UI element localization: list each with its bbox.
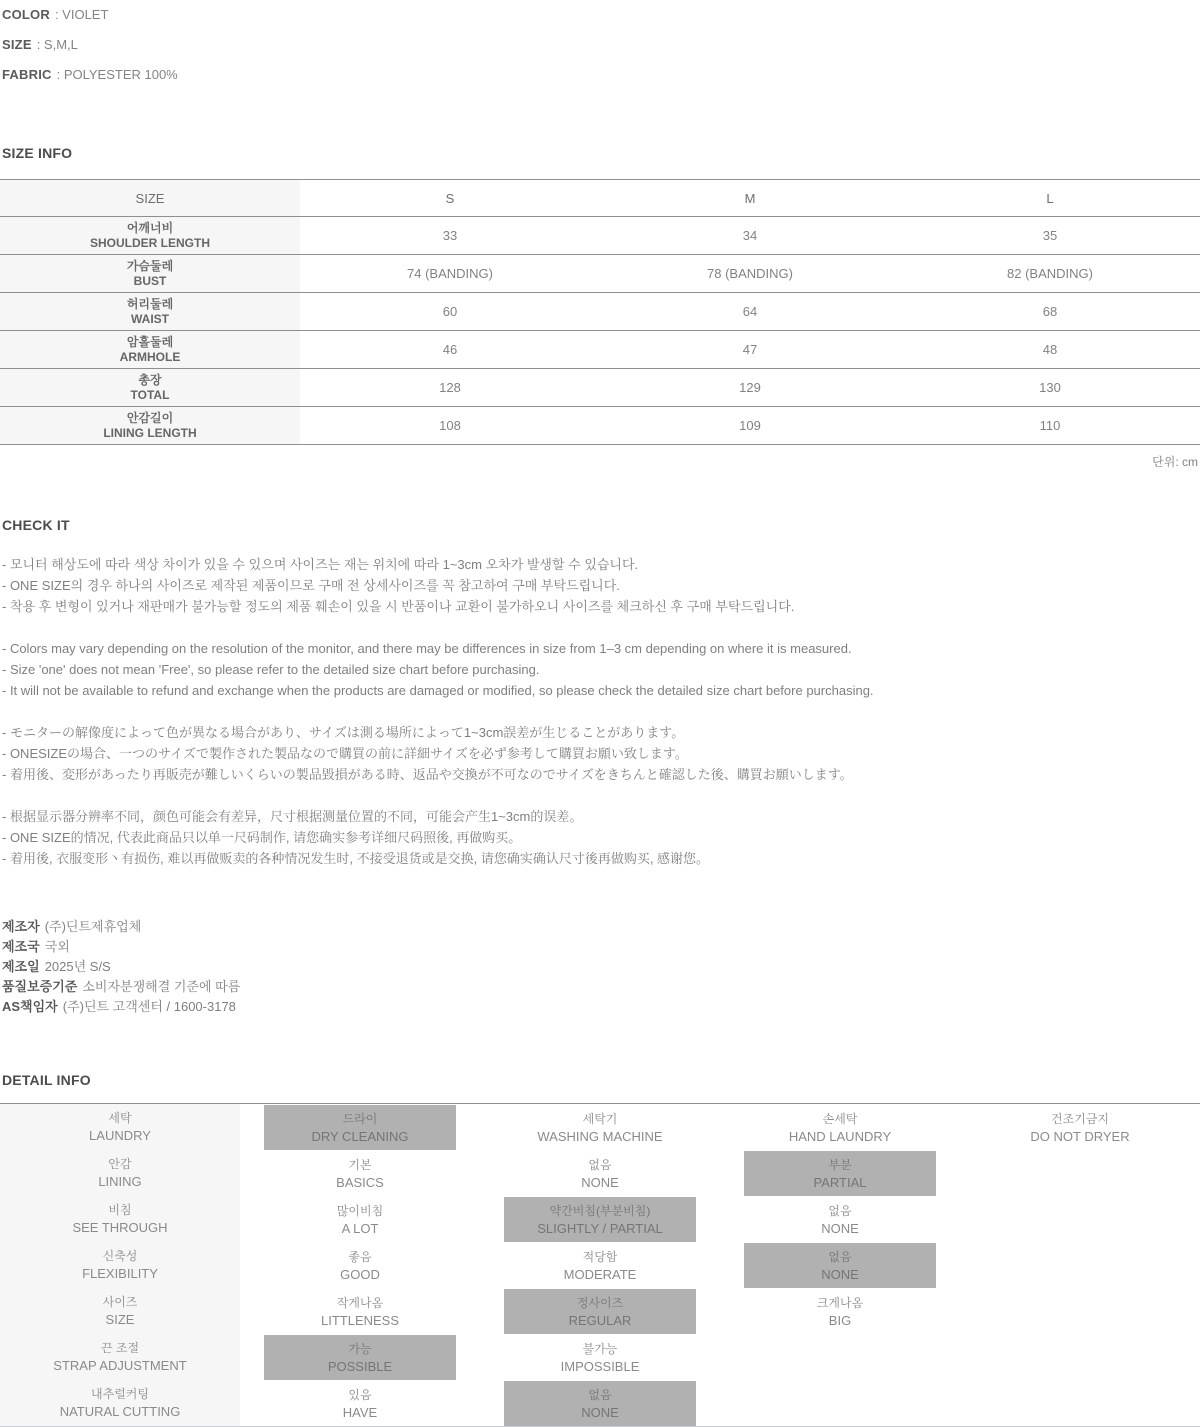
note-line: - 모니터 해상도에 따라 색상 차이가 있을 수 있으며 사이즈는 재는 위치에 따라 1~3cm 오차가 발생할 수 있습니다. <box>2 557 639 572</box>
size-value: 128 <box>439 380 461 395</box>
detail-row-label <box>0 1242 240 1288</box>
detail-option-ko: 작게나옴 <box>336 1295 384 1310</box>
size-value-cell <box>300 293 600 330</box>
size-row-label <box>0 331 300 368</box>
note-line: - ONESIZEの場合、一つのサイズで製作された製品なので購買の前に詳細サイズを必ず参考して購買お願い致します。 <box>2 746 688 761</box>
manufacturer-value: (주)딘트제휴업체 <box>44 919 142 934</box>
manufacturer-line <box>2 977 1200 997</box>
size-row-label-ko: 어깨너비 <box>126 220 174 235</box>
size-row-label <box>0 369 300 406</box>
manufacturer-value: 국외 <box>44 939 70 954</box>
size-column-header <box>600 180 900 216</box>
detail-option-cell <box>240 1150 480 1196</box>
detail-option-en: REGULAR <box>568 1312 632 1328</box>
size-value-cell <box>300 217 600 254</box>
detail-option-en: NONE <box>581 1404 619 1420</box>
detail-option <box>264 1289 456 1334</box>
detail-row-label-ko: 끈 조절 <box>100 1341 140 1355</box>
note-line: - モニターの解像度によって色が異なる場合があり、サイズは測る場所によって1~3cm誤差が生じることがあります。 <box>2 725 685 740</box>
detail-option-selected <box>264 1335 456 1380</box>
detail-option-ko: 부분 <box>828 1157 852 1172</box>
size-row-label <box>0 217 300 254</box>
note-group-japanese <box>0 722 1200 785</box>
size-table-row <box>0 407 1200 445</box>
note-group-chinese <box>0 806 1200 869</box>
detail-option-cell <box>720 1380 960 1426</box>
detail-option-cell <box>240 1242 480 1288</box>
spec-value: : POLYESTER 100% <box>56 67 178 82</box>
detail-option-ko: 정사이즈 <box>576 1295 624 1310</box>
size-value: 60 <box>442 304 458 319</box>
detail-option-cell <box>480 1242 720 1288</box>
detail-row-label-ko: 사이즈 <box>102 1295 138 1309</box>
detail-option-cell <box>480 1334 720 1380</box>
detail-option-en: BIG <box>828 1312 852 1328</box>
detail-row-label-en: SIZE <box>105 1312 135 1327</box>
detail-option-en: GOOD <box>340 1266 380 1282</box>
detail-option-selected <box>504 1289 696 1334</box>
size-value: 64 <box>742 304 758 319</box>
detail-option <box>264 1197 456 1242</box>
detail-option-en: HAND LAUNDRY <box>788 1128 892 1144</box>
size-value-cell <box>300 255 600 292</box>
spec-value: : S,M,L <box>36 37 78 52</box>
detail-row-label-ko: 안감 <box>108 1157 132 1171</box>
size-value-cell <box>300 369 600 406</box>
manufacturer-line <box>2 957 1200 977</box>
note-group-english <box>0 638 1200 701</box>
size-value: 78 (BANDING) <box>707 266 793 281</box>
manufacturer-line <box>2 917 1200 937</box>
size-row-label-en: LINING LENGTH <box>103 425 197 440</box>
detail-option <box>264 1381 456 1426</box>
detail-row-label <box>0 1196 240 1242</box>
detail-row-label-en: FLEXIBILITY <box>82 1266 158 1281</box>
detail-option-ko: 있음 <box>348 1387 372 1402</box>
detail-option-selected <box>744 1243 936 1288</box>
detail-option-cell <box>960 1150 1200 1196</box>
size-value-cell <box>600 331 900 368</box>
size-column-header-label: SIZE <box>135 190 165 206</box>
detail-option-ko: 손세탁 <box>822 1111 858 1126</box>
detail-row-label-ko: 신축성 <box>102 1249 138 1263</box>
spec-line <box>2 7 1200 37</box>
size-row-label-ko: 암홀둘레 <box>126 334 174 349</box>
size-value: 47 <box>742 342 758 357</box>
size-value-cell <box>600 407 900 444</box>
detail-option-cell <box>720 1334 960 1380</box>
manufacturer-label: 제조자 <box>2 919 40 934</box>
size-value-cell <box>600 217 900 254</box>
size-column-header-label: S <box>445 190 455 206</box>
detail-option-en: DRY CLEANING <box>311 1128 409 1144</box>
detail-row <box>0 1242 1200 1288</box>
detail-option-cell <box>960 1380 1200 1426</box>
detail-option <box>744 1197 936 1242</box>
size-value: 33 <box>442 228 458 243</box>
size-value-cell <box>900 407 1200 444</box>
size-table-row <box>0 255 1200 293</box>
detail-row-label-en: SEE THROUGH <box>72 1220 168 1235</box>
size-column-header <box>300 180 600 216</box>
size-table-row <box>0 331 1200 369</box>
size-row-label <box>0 293 300 330</box>
detail-option-ko: 기본 <box>348 1157 372 1172</box>
detail-row <box>0 1104 1200 1150</box>
note-line: - Size 'one' does not mean 'Free', so please refer to the detailed size chart before purchasing. <box>2 662 540 677</box>
detail-option-ko: 세탁기 <box>582 1111 618 1126</box>
size-value-cell <box>600 255 900 292</box>
size-value: 82 (BANDING) <box>1007 266 1093 281</box>
manufacturer-line <box>2 997 1200 1017</box>
detail-option-ko: 없음 <box>588 1387 612 1402</box>
size-value-cell <box>600 293 900 330</box>
detail-row-label-en: LAUNDRY <box>89 1128 151 1143</box>
detail-option-en: MODERATE <box>563 1266 637 1282</box>
detail-option-en: HAVE <box>342 1404 378 1420</box>
size-row-label-ko: 가슴둘레 <box>126 258 174 273</box>
product-specs <box>0 0 1200 97</box>
detail-option <box>504 1243 696 1288</box>
detail-option-cell <box>480 1196 720 1242</box>
detail-option-ko: 크게나옴 <box>816 1295 864 1310</box>
detail-row-label-ko: 비침 <box>108 1203 132 1217</box>
detail-option-cell <box>960 1288 1200 1334</box>
detail-option-cell <box>960 1334 1200 1380</box>
detail-row-label-ko: 내추럴커팅 <box>91 1387 149 1401</box>
size-row-label <box>0 255 300 292</box>
size-value: 109 <box>739 418 761 433</box>
detail-row-label <box>0 1150 240 1196</box>
note-line: - It will not be available to refund and exchange when the products are damaged or modified, so please check the detailed size chart before purchasing. <box>2 683 874 698</box>
size-value-cell <box>600 369 900 406</box>
detail-option-en: NONE <box>581 1174 619 1190</box>
detail-option-ko: 없음 <box>828 1249 852 1264</box>
size-row-label-ko: 허리둘레 <box>126 296 174 311</box>
detail-option-selected <box>744 1151 936 1196</box>
manufacturer-label: 제조일 <box>2 959 40 974</box>
note-line: - ONE SIZE的情况, 代表此商品只以单一尺码制作, 请您确实参考详细尺码照後, 再做购买。 <box>2 830 522 845</box>
spec-value: : VIOLET <box>54 7 109 22</box>
manufacturer-info <box>0 917 1200 1017</box>
manufacturer-value: 2025년 S/S <box>44 959 111 974</box>
size-row-label <box>0 407 300 444</box>
detail-option-cell <box>960 1196 1200 1242</box>
manufacturer-value: (주)딘트 고객센터 / 1600-3178 <box>62 999 236 1014</box>
detail-option-cell <box>240 1104 480 1150</box>
check-it-heading: CHECK IT <box>2 517 70 533</box>
size-table <box>0 179 1200 445</box>
detail-option-ko: 없음 <box>828 1203 852 1218</box>
detail-option-cell <box>240 1196 480 1242</box>
manufacturer-label: AS책임자 <box>2 999 58 1014</box>
detail-option-en: A LOT <box>341 1220 379 1236</box>
detail-row <box>0 1150 1200 1196</box>
size-value-cell <box>900 331 1200 368</box>
size-column-header <box>900 180 1200 216</box>
detail-option-cell <box>720 1196 960 1242</box>
detail-option-en: DO NOT DRYER <box>1030 1128 1130 1144</box>
size-column-header-label: L <box>1046 190 1054 206</box>
size-value-cell <box>300 331 600 368</box>
size-table-header-row <box>0 180 1200 217</box>
detail-info-heading: DETAIL INFO <box>2 1072 91 1088</box>
size-value: 110 <box>1039 418 1061 433</box>
size-row-label-en: SHOULDER LENGTH <box>90 235 210 250</box>
size-row-label-ko: 안감길이 <box>126 410 174 425</box>
detail-option <box>504 1105 696 1150</box>
size-value: 46 <box>442 342 458 357</box>
detail-option-ko: 건조기금지 <box>1051 1111 1109 1126</box>
size-row-label-ko: 총장 <box>138 372 162 387</box>
size-value: 108 <box>439 418 461 433</box>
size-column-header <box>0 180 300 216</box>
detail-option-en: POSSIBLE <box>327 1358 393 1374</box>
detail-option-cell <box>960 1242 1200 1288</box>
manufacturer-line <box>2 937 1200 957</box>
size-value: 34 <box>742 228 758 243</box>
detail-option-ko: 불가능 <box>582 1341 618 1356</box>
detail-option-cell <box>480 1380 720 1426</box>
detail-option-en: NONE <box>821 1266 859 1282</box>
unit-note: 단위: cm <box>1152 455 1198 469</box>
detail-option-cell <box>720 1288 960 1334</box>
detail-row-label-en: STRAP ADJUSTMENT <box>53 1358 187 1373</box>
detail-row <box>0 1196 1200 1242</box>
note-line: - Colors may vary depending on the resolution of the monitor, and there may be differences in size from 1–3 cm depending on where it is measured. <box>2 641 852 656</box>
detail-option-selected <box>264 1105 456 1150</box>
detail-option-en: PARTIAL <box>813 1174 867 1190</box>
manufacturer-value: 소비자분쟁해결 기준에 따름 <box>82 979 241 994</box>
spec-label: SIZE <box>2 37 32 52</box>
detail-option-selected <box>504 1381 696 1426</box>
detail-option-cell <box>480 1288 720 1334</box>
size-column-header-label: M <box>744 190 756 206</box>
size-value: 48 <box>1042 342 1058 357</box>
size-table-row <box>0 369 1200 407</box>
note-line: - 着用後、変形があったり再販売が難しいくらいの製品毀損がある時、返品や交換が不可なのでサイズをきちんと確認した後、購買お願いします。 <box>2 767 853 782</box>
size-value: 129 <box>739 380 761 395</box>
detail-option <box>504 1151 696 1196</box>
note-line: - 착용 후 변형이 있거나 재판매가 불가능할 정도의 제품 훼손이 있을 시 반품이나 교환이 불가하오니 사이즈를 체크하신 후 구매 부탁드립니다. <box>2 599 795 614</box>
note-group-korean <box>0 554 1200 617</box>
note-line: - 根据显示器分辨率不同，颜色可能会有差异，尺寸根据测量位置的不同，可能会产生1~3cm的误差。 <box>2 809 583 824</box>
size-row-label-en: ARMHOLE <box>119 349 181 364</box>
size-info-heading: SIZE INFO <box>2 145 73 161</box>
size-value-cell <box>900 293 1200 330</box>
detail-option-en: SLIGHTLY / PARTIAL <box>537 1220 663 1236</box>
detail-row-label <box>0 1288 240 1334</box>
detail-option-en: IMPOSSIBLE <box>560 1358 640 1374</box>
note-line: - 着用後, 衣服变形丶有损伤, 难以再做贩卖的各种情况发生时, 不接受退货或是交换, 请您确实确认尺寸後再做购买, 感谢您。 <box>2 851 710 866</box>
detail-option <box>264 1151 456 1196</box>
spec-label: COLOR <box>2 7 50 22</box>
detail-row-label <box>0 1104 240 1150</box>
detail-option <box>264 1243 456 1288</box>
detail-option-ko: 가능 <box>348 1341 372 1356</box>
size-value: 68 <box>1042 304 1058 319</box>
detail-row-label-en: NATURAL CUTTING <box>59 1404 181 1419</box>
size-value-cell <box>300 407 600 444</box>
detail-option-cell <box>240 1288 480 1334</box>
note-line: - ONE SIZE의 경우 하나의 사이즈로 제작된 제품이므로 구매 전 상세사이즈를 꼭 참고하여 구매 부탁드립니다. <box>2 578 620 593</box>
detail-option-cell <box>240 1380 480 1426</box>
size-row-label-en: BUST <box>133 273 167 288</box>
detail-option-selected <box>504 1197 696 1242</box>
detail-row-label <box>0 1380 240 1426</box>
detail-option <box>744 1105 936 1150</box>
detail-option-ko: 약간비침(부분비침) <box>549 1203 651 1218</box>
detail-table <box>0 1103 1200 1427</box>
detail-option-cell <box>720 1150 960 1196</box>
size-value-cell <box>900 217 1200 254</box>
detail-row <box>0 1334 1200 1380</box>
detail-option-cell <box>480 1150 720 1196</box>
spec-line <box>2 37 1200 67</box>
spec-label: FABRIC <box>2 67 52 82</box>
size-value: 74 (BANDING) <box>407 266 493 281</box>
size-row-label-en: WAIST <box>131 311 169 326</box>
detail-option-ko: 좋음 <box>348 1249 372 1264</box>
size-value: 130 <box>1039 380 1061 395</box>
detail-option-en: WASHING MACHINE <box>537 1128 663 1144</box>
detail-option-cell <box>480 1104 720 1150</box>
manufacturer-label: 품질보증기준 <box>2 979 78 994</box>
detail-option <box>744 1289 936 1334</box>
detail-option-cell <box>240 1334 480 1380</box>
detail-option-en: LITTLENESS <box>320 1312 400 1328</box>
detail-row-label-en: LINING <box>98 1174 142 1189</box>
detail-option-ko: 많이비침 <box>336 1203 384 1218</box>
detail-option-ko: 없음 <box>588 1157 612 1172</box>
check-it-notes <box>0 554 1200 869</box>
detail-option-cell <box>720 1242 960 1288</box>
size-value: 35 <box>1042 228 1058 243</box>
size-row-label-en: TOTAL <box>130 387 170 402</box>
detail-row-label <box>0 1334 240 1380</box>
detail-option <box>504 1335 696 1380</box>
spec-line <box>2 67 1200 97</box>
size-table-row <box>0 293 1200 331</box>
detail-row <box>0 1288 1200 1334</box>
detail-option-cell <box>960 1104 1200 1150</box>
detail-option-ko: 적당함 <box>582 1249 618 1264</box>
detail-option-en: NONE <box>821 1220 859 1236</box>
size-value-cell <box>900 255 1200 292</box>
size-value-cell <box>900 369 1200 406</box>
detail-option-cell <box>720 1104 960 1150</box>
detail-option-en: BASICS <box>336 1174 384 1190</box>
size-table-row <box>0 217 1200 255</box>
manufacturer-label: 제조국 <box>2 939 40 954</box>
detail-option-ko: 드라이 <box>342 1111 378 1126</box>
detail-option <box>984 1105 1176 1150</box>
detail-row-label-ko: 세탁 <box>108 1111 132 1125</box>
detail-row <box>0 1380 1200 1426</box>
